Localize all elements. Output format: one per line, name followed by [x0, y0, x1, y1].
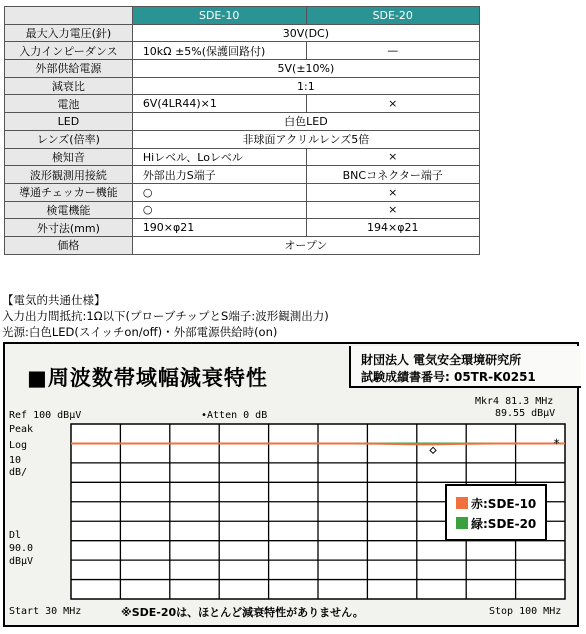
scale-label-log: Log: [9, 440, 28, 451]
marker-value: 89.55 dBμV: [495, 408, 556, 419]
spec-row-shared-value: 1:1: [132, 77, 479, 95]
spec-body: [5, 24, 480, 254]
atten-label: •Atten 0 dB: [201, 410, 268, 421]
legend-swatch-red: [456, 497, 468, 509]
spec-row-sde10-value: 190×φ21: [132, 219, 306, 237]
scale-label-10: 10: [9, 455, 22, 466]
spec-row-sde20-value: ×: [306, 183, 479, 201]
dl-label: Dl: [9, 530, 22, 541]
chart-legend: [445, 484, 547, 541]
spec-row: [5, 77, 480, 95]
spec-table: [4, 6, 480, 255]
common-spec-heading: 【電気的共通仕様】: [2, 293, 106, 307]
legend-label-sde20: 緑:SDE-20: [471, 516, 537, 531]
spec-row-label: 波形観測用接続: [5, 166, 133, 184]
spec-row: [5, 130, 480, 148]
header-sde10: SDE-10: [132, 7, 306, 25]
spec-header-row: [5, 7, 480, 25]
legend-label-sde10: 赤:SDE-10: [471, 496, 537, 511]
start-frequency: Start 30 MHz: [9, 606, 82, 617]
spec-row: [5, 24, 480, 42]
spec-row: [5, 166, 480, 184]
scale-label-peak: Peak: [9, 424, 34, 435]
spec-row-shared-value: 30V(DC): [132, 24, 479, 42]
chart-title: ■周波数帯域幅減衰特性: [27, 366, 268, 390]
spec-row-sde10-value: ○: [132, 201, 306, 219]
ref-level-label: Ref 100 dBμV: [9, 410, 82, 421]
common-spec-line-1: 入力出力間抵抗:1Ω以下(プローブチップとS端子:波形観測出力): [2, 309, 329, 323]
spec-row-label: 外寸法(mm): [5, 219, 133, 237]
spec-row-sde10-value: Hiレベル、Loレベル: [132, 148, 306, 166]
spec-row-label: 検知音: [5, 148, 133, 166]
spec-row-shared-value: オープン: [132, 236, 479, 254]
marker-frequency: Mkr4 81.3 MHz: [475, 396, 554, 407]
spec-row-shared-value: 非球面アクリルレンズ5倍: [132, 130, 479, 148]
spec-row: [5, 201, 480, 219]
spec-row: [5, 60, 480, 78]
common-spec-line-2: 光源:白色LED(スイッチon/off)・外部電源供給時(on): [2, 325, 278, 339]
spec-row-label: 最大入力電圧(針): [5, 24, 133, 42]
spec-row-label: 検電機能: [5, 201, 133, 219]
spec-row: [5, 113, 480, 131]
spec-row: [5, 219, 480, 237]
spec-row: [5, 236, 480, 254]
spec-row-label: 外部供給電源: [5, 60, 133, 78]
spec-row-shared-value: 5V(±10%): [132, 60, 479, 78]
spec-row-label: 導通チェッカー機能: [5, 183, 133, 201]
spec-row-label: LED: [5, 113, 133, 131]
spec-row-sde20-value: —: [306, 42, 479, 60]
spec-row-label: レンズ(倍率): [5, 130, 133, 148]
spec-row-sde20-value: ×: [306, 201, 479, 219]
spec-row-label: 電池: [5, 95, 133, 113]
chart-panel: [3, 342, 579, 627]
spec-row-label: 価格: [5, 236, 133, 254]
spec-row-sde10-value: 6V(4LR44)×1: [132, 95, 306, 113]
common-spec: [2, 292, 329, 340]
spec-row: [5, 183, 480, 201]
spec-row-shared-value: 白色LED: [132, 113, 479, 131]
header-corner-cell: [5, 7, 133, 25]
spec-row-label: 入力インピーダンス: [5, 42, 133, 60]
stop-frequency: Stop 100 MHz: [489, 606, 562, 617]
dl-unit: dBμV: [9, 556, 34, 567]
chart-note: ※SDE-20は、ほとんど減衰特性がありません。: [121, 606, 364, 619]
scale-label-db: dB/: [9, 467, 28, 478]
cert-number: 試験成績書番号: 05TR-K0251: [361, 370, 536, 384]
spec-row: [5, 148, 480, 166]
spec-row-label: 減衰比: [5, 77, 133, 95]
spec-row-sde20-value: ×: [306, 95, 479, 113]
spec-row-sde20-value: BNCコネクター端子: [306, 166, 479, 184]
legend-item-sde20: [456, 513, 545, 533]
legend-item-sde10: [456, 493, 545, 513]
spec-row-sde10-value: 外部出力S端子: [132, 166, 306, 184]
trace-sde10: [71, 443, 565, 444]
dl-value: 90.0: [9, 543, 34, 554]
spec-row-sde20-value: ×: [306, 148, 479, 166]
spec-row: [5, 95, 480, 113]
spec-row-sde10-value: 10kΩ ±5%(保護回路付): [132, 42, 306, 60]
cert-organization: 財団法人 電気安全環境研究所: [361, 353, 522, 367]
legend-swatch-green: [456, 517, 468, 529]
spec-row-sde20-value: 194×φ21: [306, 219, 479, 237]
spec-row: [5, 42, 480, 60]
header-sde20: SDE-20: [306, 7, 479, 25]
spec-row-sde10-value: ○: [132, 183, 306, 201]
trace-end-asterisk: *: [553, 436, 561, 451]
